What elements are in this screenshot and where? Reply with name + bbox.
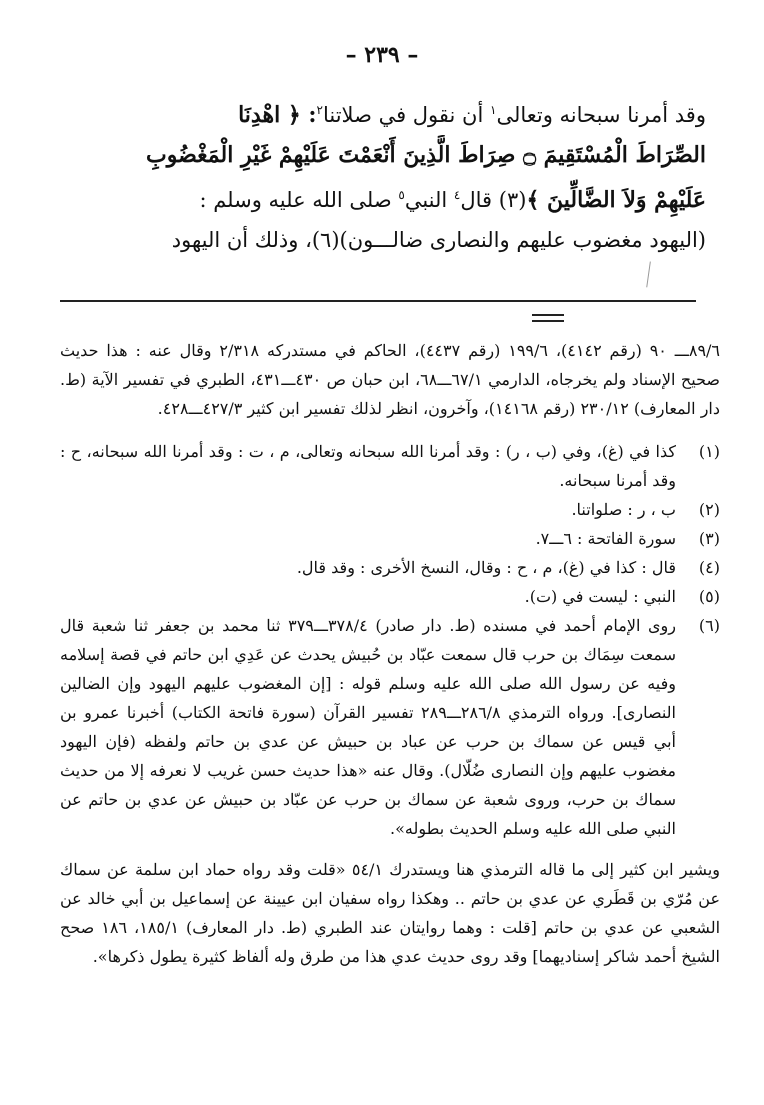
quran-verse: : ﴿ اهْدِنَا <box>238 102 317 128</box>
page-number: – ٢٣٩ – <box>345 42 419 68</box>
footnote-number: (٥) <box>698 587 720 606</box>
footnote-ref: ٤ <box>453 188 461 202</box>
footnote-ref: ٢ <box>316 103 323 117</box>
main-line-2: الصِّرَاطَ الْمُسْتَقِيمَ ۝ صِرَاطَ الَّذِينَ أَنْعَمْتَ عَلَيْهِمْ غَيْرِ الْمَغْضُوبِ <box>146 142 706 168</box>
margin-mark <box>646 262 659 289</box>
footnote-number: (١) <box>698 442 720 461</box>
main-line-3 <box>60 175 706 220</box>
footnote-item <box>60 524 720 553</box>
main-text-segment: (٣) قال <box>460 188 527 212</box>
main-text-segment: النبي <box>404 188 454 212</box>
footnote-continuation: ٨٩/٦ـــ ٩٠ (رقم ٤١٤٢)، ١٩٩/٦ (رقم ٤٤٣٧)، الحاكم في مستدركه ٢/٣١٨ وقال عنه : هذا حديث صحيح الإسناد ولم يخرجاه، الدارمي ٦٧/١ـــ٦٨، ابن حبان ص ٤٣٠ـــ٤٣١، الطبري في تفسير الآية (ط. دار المعارف) ٢٣٠/١٢ (رقم ١٤١٦٨)، وآخرون، انظر لذلك تفسير ابن كثير ٤٢٧/٣ـــ٤٢٨. <box>60 341 721 418</box>
footnote-text: ب ، ر : صلواتنا. <box>571 500 676 519</box>
main-text-segment: وقد أمرنا سبحانه وتعالى <box>496 103 706 127</box>
footnote-number: (٤) <box>698 558 720 577</box>
footnote-text: سورة الفاتحة : ٦ـــ٧. <box>535 529 676 548</box>
footnote-item <box>60 611 720 843</box>
footnote-text: كذا في (غ)، وفي (ب ، ر) : وقد أمرنا الله سبحانه وتعالى، م ، ت : وقد أمرنا الله سبحانه، ح : وقد أمرنا سبحانه. <box>60 442 676 490</box>
footnote-text: روى الإمام أحمد في مسنده (ط. دار صادر) ٣٧٨/٤ـــ٣٧٩ ثنا محمد بن جعفر ثنا شعبة قال سمعت سِمَاك بن حرب قال سمعت عبّاد بن حُبيش يحدث عن عَدِي ابن حاتم في قصة إسلامه وفيه عن رسول الله صلى الله عليه وسلم قوله : [إن المغضوب عليهم اليهود وإن الضالين النصارى]. ورواه الترمذي ٢٨٦/٨ـــ٢٨٩ تفسير القرآن (سورة فاتحة الكتاب) أخبرنا عمرو بن أبي قيس عن سماك بن حرب عن عباد بن حبيش عن عدي بن حاتم ولفظه (فإن اليهود مغضوب عليهم وإن النصارى ضُلّال). وقال عنه «هذا حديث حسن غريب لا نعرفه إلا من حديث سماك بن حرب، وروى شعبة عن سماك بن حرب عن عبّاد بن حبيش عن عدي بن حاتم عن النبي صلى الله عليه وسلم الحديث بطوله». <box>60 616 677 838</box>
footnote-separator <box>60 300 696 302</box>
quran-verse: عَلَيْهِمْ وَلاَ الضَّالِّينَ ﴾ <box>526 187 706 213</box>
footnote-closing-paragraph: ويشير ابن كثير إلى ما قاله الترمذي هنا ويستدرك ٥٤/١ «قلت وقد رواه حماد ابن سلمة عن سماك عن مُرّي بن قَطَري عن عدي بن حاتم .. وهكذا رواه سفيان ابن عيينة عن إسماعيل بن أبي خالد عن الشعبي عن عدي بن حاتم [قلت : وهما روايتان عند الطبري (ط. دار المعارف) ١٨٥/١، ١٨٦ صحح الشيخ أحمد شاكر إسناديهما] وقد روى حديث عدي هذا من طرق وله ألفاظ كثيرة يطول ذكرها». <box>60 860 721 966</box>
footnote-ref: ١ <box>489 103 497 117</box>
main-text-segment: صلى الله عليه وسلم : <box>199 188 399 212</box>
footnote-number: (٦) <box>698 616 720 635</box>
double-rule-divider <box>532 314 564 322</box>
footnote-number: (٣) <box>698 529 720 548</box>
footnote-text: النبي : ليست في (ت). <box>524 587 676 606</box>
main-line-4: (اليهود مغضوب عليهم والنصارى ضالـــون)(٦)، وذلك أن اليهود <box>171 228 706 252</box>
footnote-item <box>60 582 720 611</box>
main-text <box>60 90 706 260</box>
main-text-segment: أن نقول في صلاتنا <box>322 103 490 127</box>
footnote-item <box>60 437 720 495</box>
footnote-number: (٢) <box>698 500 720 519</box>
footnote-text: قال : كذا في (غ)، م ، ح : وقال، النسخ الأخرى : وقد قال. <box>296 558 676 577</box>
footnote-item <box>60 495 720 524</box>
footnote-ref: ٥ <box>398 188 405 202</box>
footnote-item <box>60 553 720 582</box>
footnotes <box>60 336 720 971</box>
main-line-1 <box>60 90 706 135</box>
